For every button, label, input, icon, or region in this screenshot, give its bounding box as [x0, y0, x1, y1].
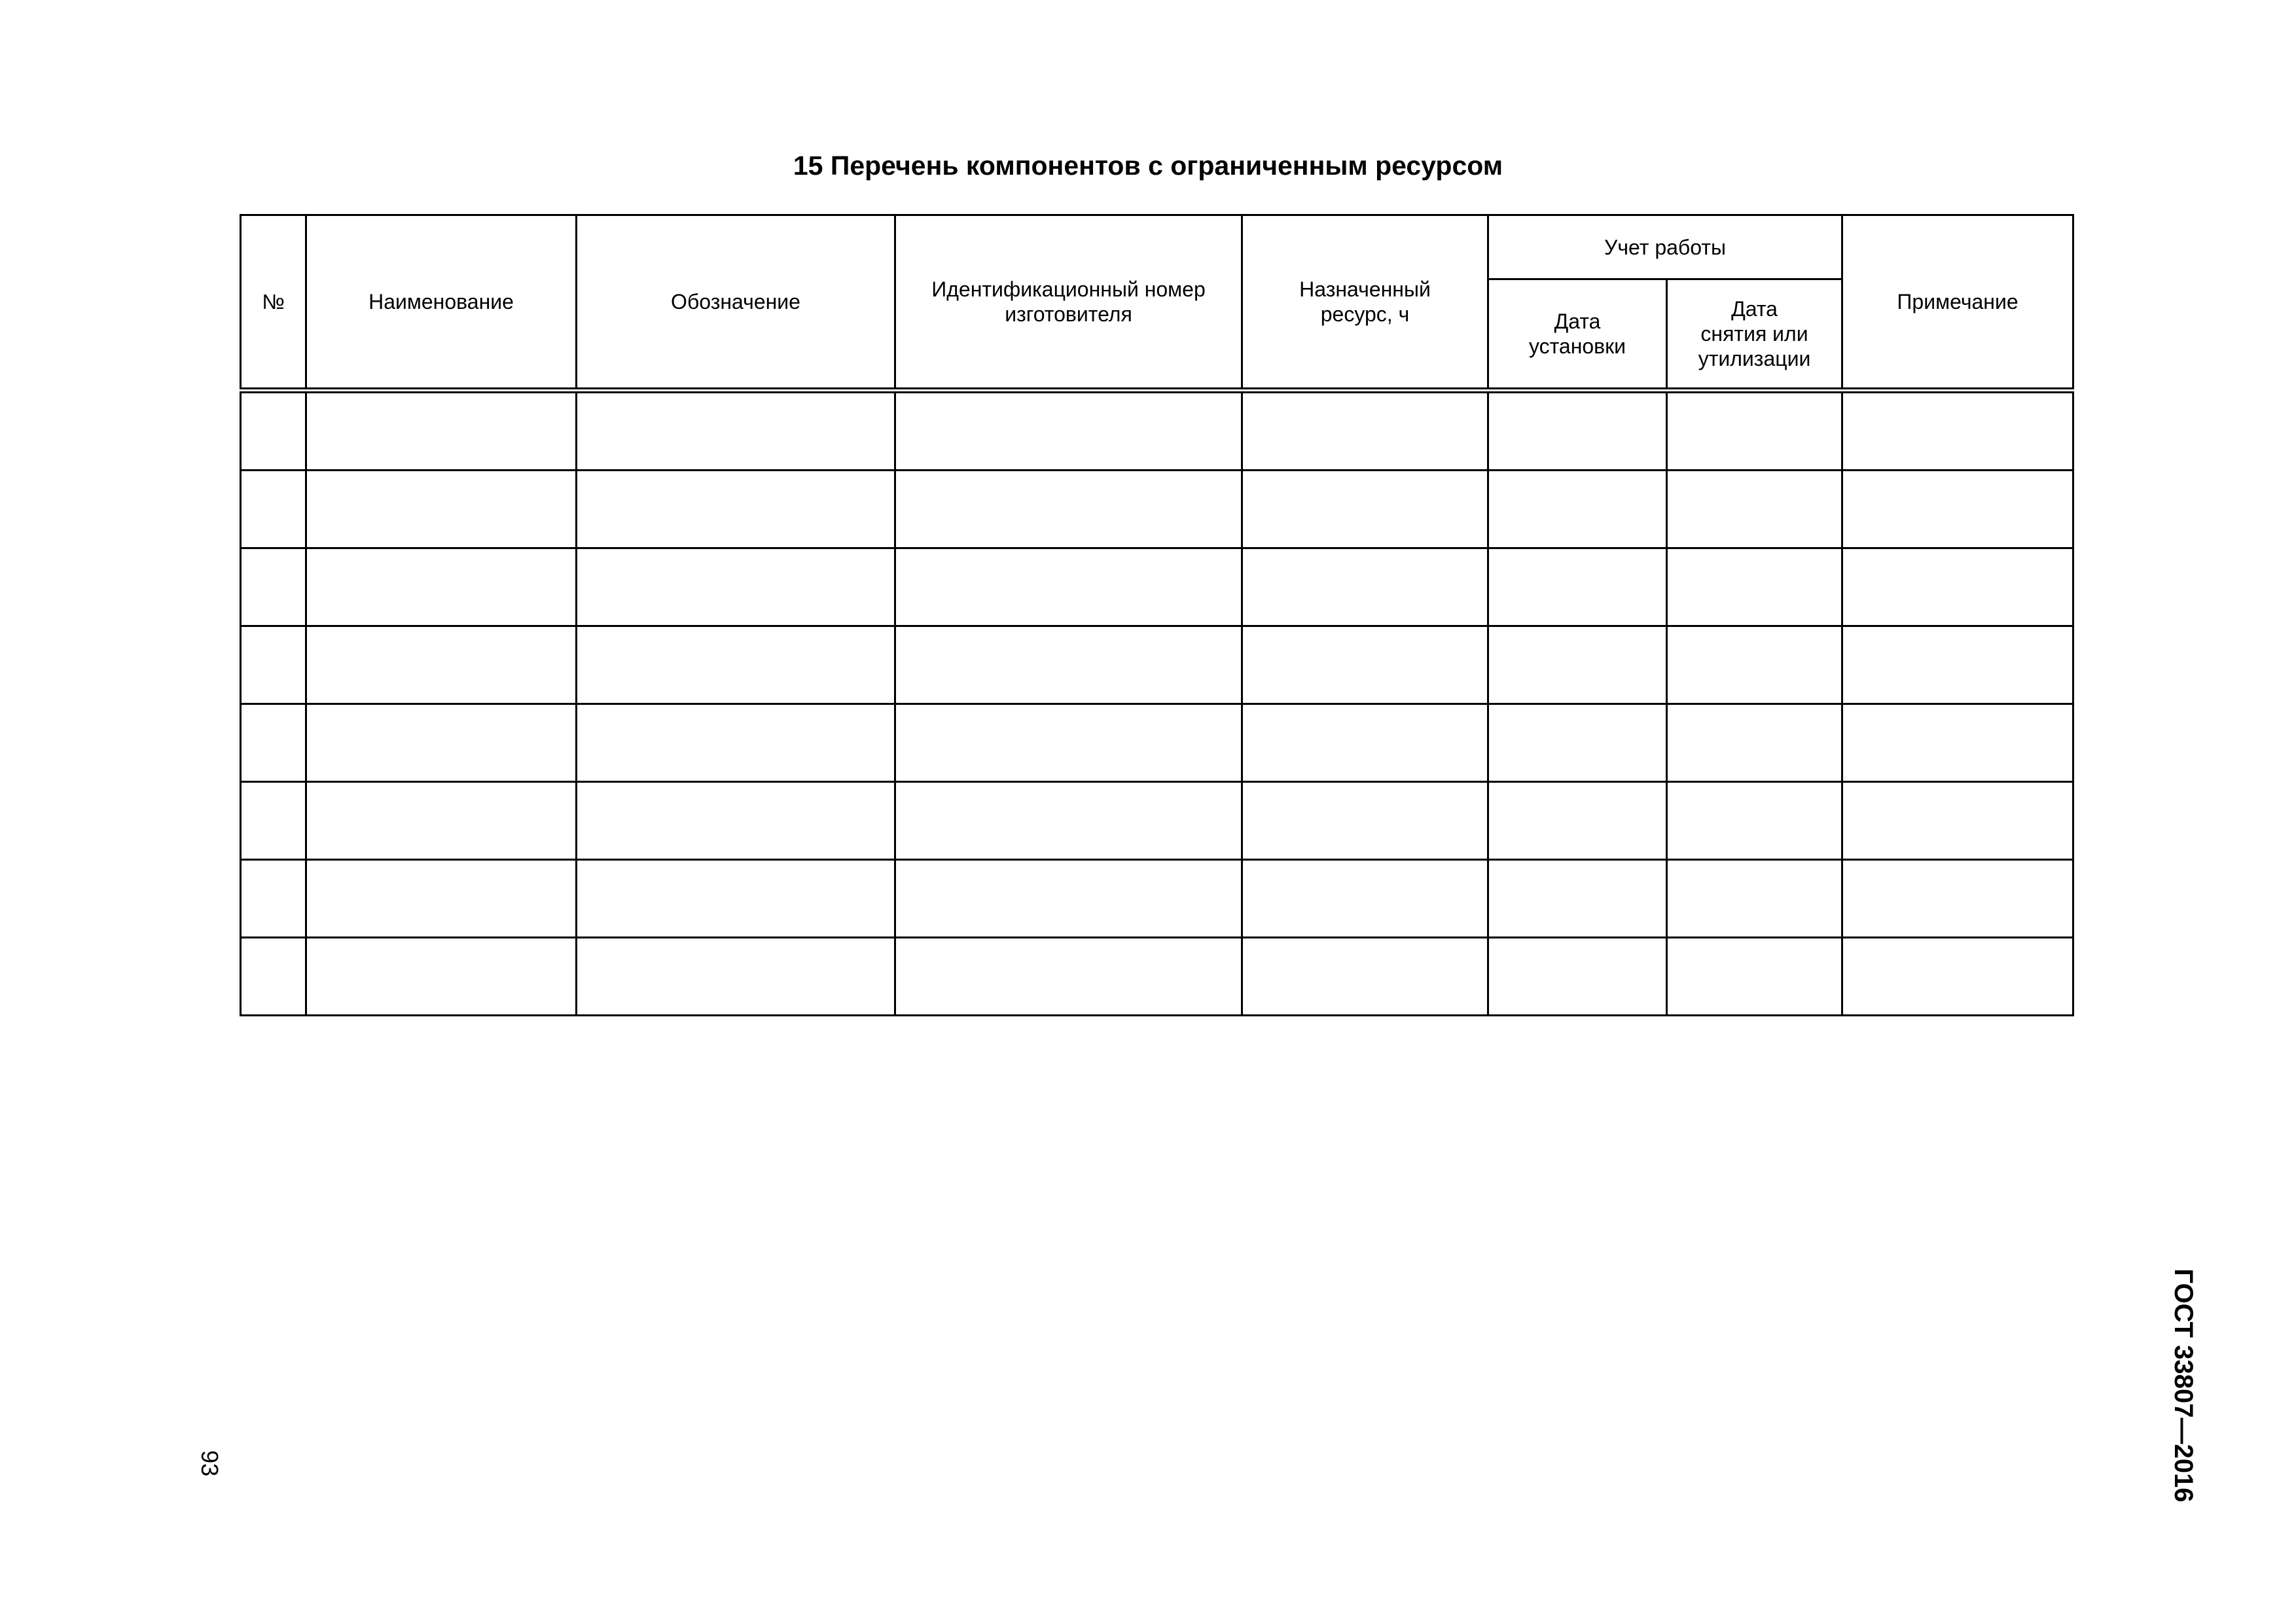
- header-assigned-resource: Назначенный ресурс, ч: [1242, 215, 1488, 391]
- table-cell[interactable]: [1842, 938, 2073, 1016]
- table-cell[interactable]: [306, 471, 577, 548]
- table-cell[interactable]: [1488, 391, 1667, 471]
- table-cell[interactable]: [1488, 860, 1667, 938]
- header-work-record: Учет работы: [1488, 215, 1842, 279]
- table-row: [241, 548, 2073, 626]
- table-cell[interactable]: [1488, 626, 1667, 704]
- table-cell[interactable]: [1842, 471, 2073, 548]
- table-cell[interactable]: [1842, 782, 2073, 860]
- table-cell[interactable]: [1667, 548, 1842, 626]
- table-cell[interactable]: [1667, 391, 1842, 471]
- table-cell[interactable]: [1667, 938, 1842, 1016]
- table-cell[interactable]: [1842, 626, 2073, 704]
- table-cell[interactable]: [577, 471, 895, 548]
- table-header: [241, 215, 2073, 391]
- table-row: [241, 704, 2073, 782]
- table-row: [241, 626, 2073, 704]
- table-row: [241, 860, 2073, 938]
- table-row: [241, 938, 2073, 1016]
- table-cell[interactable]: [1242, 626, 1488, 704]
- table-cell[interactable]: [306, 548, 577, 626]
- header-removal-date: Дата снятия или утилизации: [1667, 279, 1842, 391]
- table-cell[interactable]: [895, 782, 1242, 860]
- table-cell[interactable]: [577, 938, 895, 1016]
- table-row: [241, 391, 2073, 471]
- table-body: [241, 391, 2073, 1016]
- table-cell[interactable]: [241, 391, 306, 471]
- table-cell[interactable]: [1667, 471, 1842, 548]
- table-cell[interactable]: [1488, 938, 1667, 1016]
- table-cell[interactable]: [1242, 938, 1488, 1016]
- table-cell[interactable]: [1242, 548, 1488, 626]
- table-cell[interactable]: [241, 626, 306, 704]
- table-cell[interactable]: [1488, 548, 1667, 626]
- table-cell[interactable]: [241, 548, 306, 626]
- table-cell[interactable]: [1242, 782, 1488, 860]
- table-cell[interactable]: [306, 938, 577, 1016]
- standard-designation: ГОСТ 33807—2016: [2169, 1268, 2198, 1503]
- table-cell[interactable]: [241, 471, 306, 548]
- table-cell[interactable]: [895, 860, 1242, 938]
- table-cell[interactable]: [1488, 782, 1667, 860]
- table-cell[interactable]: [306, 704, 577, 782]
- table-cell[interactable]: [577, 626, 895, 704]
- table-cell[interactable]: [895, 548, 1242, 626]
- header-manufacturer-id: Идентификационный номер изготовителя: [895, 215, 1242, 391]
- table-cell[interactable]: [895, 938, 1242, 1016]
- components-table: [240, 214, 2074, 1016]
- table-cell[interactable]: [241, 860, 306, 938]
- table-row: [241, 782, 2073, 860]
- table-cell[interactable]: [1667, 704, 1842, 782]
- table-cell[interactable]: [577, 704, 895, 782]
- table-cell[interactable]: [241, 704, 306, 782]
- table-cell[interactable]: [1242, 471, 1488, 548]
- table-cell[interactable]: [306, 860, 577, 938]
- header-install-date: Дата установки: [1488, 279, 1667, 391]
- table-cell[interactable]: [1242, 704, 1488, 782]
- table-cell[interactable]: [1667, 626, 1842, 704]
- header-designation: Обозначение: [577, 215, 895, 391]
- table-cell[interactable]: [306, 626, 577, 704]
- table-cell[interactable]: [895, 391, 1242, 471]
- table-cell[interactable]: [895, 704, 1242, 782]
- table-cell[interactable]: [1842, 704, 2073, 782]
- header-number: №: [241, 215, 306, 391]
- table-cell[interactable]: [895, 626, 1242, 704]
- table-cell[interactable]: [306, 782, 577, 860]
- table-cell[interactable]: [577, 782, 895, 860]
- table-row: [241, 471, 2073, 548]
- table-cell[interactable]: [241, 938, 306, 1016]
- table-cell[interactable]: [306, 391, 577, 471]
- page-number: 93: [196, 1450, 223, 1477]
- table-cell[interactable]: [1488, 471, 1667, 548]
- table-cell[interactable]: [577, 391, 895, 471]
- header-name: Наименование: [306, 215, 577, 391]
- table-cell[interactable]: [1667, 782, 1842, 860]
- header-note: Примечание: [1842, 215, 2073, 391]
- table-cell[interactable]: [1842, 548, 2073, 626]
- table-cell[interactable]: [241, 782, 306, 860]
- table-cell[interactable]: [1842, 860, 2073, 938]
- table-cell[interactable]: [577, 860, 895, 938]
- table-cell[interactable]: [1667, 860, 1842, 938]
- table-cell[interactable]: [1488, 704, 1667, 782]
- table-cell[interactable]: [895, 471, 1242, 548]
- page-title: 15 Перечень компонентов с ограниченным ресурсом: [793, 151, 1503, 181]
- table-cell[interactable]: [577, 548, 895, 626]
- table-cell[interactable]: [1242, 860, 1488, 938]
- table-cell[interactable]: [1242, 391, 1488, 471]
- table-cell[interactable]: [1842, 391, 2073, 471]
